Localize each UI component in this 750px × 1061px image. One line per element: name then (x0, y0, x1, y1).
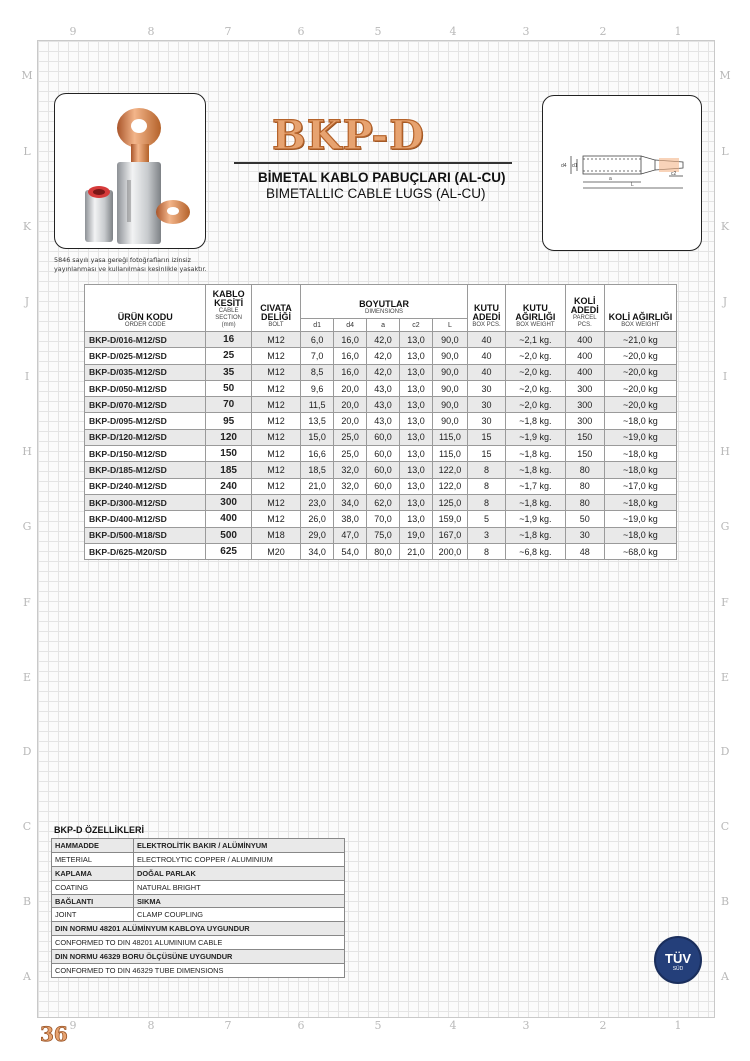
cell-dimension: 32,0 (334, 462, 367, 478)
cell-dimension: 26,0 (301, 511, 334, 527)
cell-dimension: 90,0 (432, 397, 467, 413)
ruler-mark: 3 (522, 25, 530, 38)
product-table (84, 284, 677, 560)
technical-drawing (542, 95, 702, 251)
ruler-mark: I (24, 370, 30, 383)
cable-lug-illustration (55, 94, 206, 249)
cell-dimension: 20,0 (334, 413, 367, 429)
cell-dimension: 115,0 (432, 446, 467, 462)
cell-dimension: 75,0 (367, 527, 400, 543)
cell-code: BKP-D/500-M18/SD (85, 527, 206, 543)
ruler-mark: 5 (374, 25, 382, 38)
cell-dimension: 19,0 (400, 527, 433, 543)
cell-dimension: 115,0 (432, 429, 467, 445)
cell-bolt: M20 (251, 543, 300, 559)
cell-dimension: 62,0 (367, 494, 400, 510)
ruler-mark: H (22, 445, 32, 458)
cell-parcel-qty: 80 (565, 494, 604, 510)
cell-box-qty: 30 (467, 413, 505, 429)
cell-dimension: 42,0 (367, 348, 400, 364)
table-row (85, 527, 677, 543)
ruler-mark: G (22, 520, 32, 533)
ruler-left (17, 40, 37, 1018)
table-row (85, 332, 677, 348)
feature-key: KAPLAMA (52, 866, 134, 880)
ruler-mark: M (719, 69, 731, 82)
ruler-mark: K (720, 220, 730, 233)
header-box-weight: KUTU AĞIRLIĞI BOX WEIGHT (506, 285, 566, 332)
ruler-mark: 1 (674, 1019, 682, 1032)
tuv-sub: SÜD (672, 966, 684, 972)
cell-box-qty: 40 (467, 364, 505, 380)
cell-parcel-weight: ~68,0 kg (604, 543, 676, 559)
table-row (85, 380, 677, 396)
feature-key: METERIAL (52, 852, 134, 866)
table-row (85, 478, 677, 494)
cell-dimension: 60,0 (367, 446, 400, 462)
cell-bolt: M12 (251, 413, 300, 429)
cell-parcel-qty: 400 (565, 364, 604, 380)
cell-code: BKP-D/070-M12/SD (85, 397, 206, 413)
cell-dimension: 167,0 (432, 527, 467, 543)
cell-dimension: 13,0 (400, 332, 433, 348)
cell-parcel-weight: ~21,0 kg (604, 332, 676, 348)
cell-parcel-weight: ~20,0 kg (604, 380, 676, 396)
ruler-mark: 7 (224, 1019, 232, 1032)
cell-parcel-weight: ~20,0 kg (604, 348, 676, 364)
cell-dimension: 13,0 (400, 364, 433, 380)
svg-text:L: L (631, 182, 634, 188)
feature-value: ELECTROLYTIC COPPER / ALUMINIUM (134, 852, 345, 866)
cell-bolt: M12 (251, 332, 300, 348)
cell-code: BKP-D/120-M12/SD (85, 429, 206, 445)
cell-dimension: 125,0 (432, 494, 467, 510)
features-title: BKP-D ÖZELLİKLERİ (54, 825, 144, 835)
table-row (85, 413, 677, 429)
cell-parcel-qty: 80 (565, 462, 604, 478)
cell-box-weight: ~1,7 kg. (506, 478, 566, 494)
cell-code: BKP-D/625-M20/SD (85, 543, 206, 559)
cell-dimension: 32,0 (334, 478, 367, 494)
cell-parcel-qty: 400 (565, 348, 604, 364)
cell-dimension: 13,0 (400, 446, 433, 462)
cell-parcel-qty: 30 (565, 527, 604, 543)
ruler-mark: E (720, 671, 730, 684)
ruler-mark: C (720, 820, 730, 833)
ruler-mark: 6 (297, 25, 305, 38)
ruler-mark: 2 (599, 25, 607, 38)
ruler-mark: 8 (147, 25, 155, 38)
cell-parcel-qty: 400 (565, 332, 604, 348)
ruler-mark: 2 (599, 1019, 607, 1032)
feature-value: NATURAL BRIGHT (134, 880, 345, 894)
cell-dimension: 16,0 (334, 364, 367, 380)
cell-dimension: 90,0 (432, 348, 467, 364)
header-parcel-qty: KOLİ ADEDİ PARCEL PCS. (565, 285, 604, 332)
cell-box-qty: 3 (467, 527, 505, 543)
cell-dimension: 60,0 (367, 478, 400, 494)
cell-box-qty: 30 (467, 380, 505, 396)
ruler-mark: A (721, 970, 729, 983)
cell-dimension: 90,0 (432, 332, 467, 348)
feature-row (52, 894, 345, 908)
cell-dimension: 9,6 (301, 380, 334, 396)
cell-section: 625 (206, 543, 251, 559)
cell-section: 240 (206, 478, 251, 494)
ruler-mark: 8 (147, 1019, 155, 1032)
feature-row (52, 908, 345, 922)
header-dim: c2 (400, 319, 433, 332)
cell-bolt: M12 (251, 494, 300, 510)
cell-code: BKP-D/185-M12/SD (85, 462, 206, 478)
title-turkish: BİMETAL KABLO PABUÇLARI (AL-CU) (258, 170, 506, 185)
cell-box-weight: ~2,0 kg. (506, 348, 566, 364)
cell-box-qty: 15 (467, 429, 505, 445)
ruler-mark: F (721, 596, 729, 609)
cell-box-qty: 8 (467, 462, 505, 478)
cell-bolt: M18 (251, 527, 300, 543)
ruler-mark: 1 (674, 25, 682, 38)
header-box-qty: KUTU ADEDİ BOX PCS. (467, 285, 505, 332)
feature-note: CONFORMED TO DIN 48201 ALUMINIUM CABLE (52, 936, 345, 950)
feature-note: DIN NORMU 46329 BORU ÖLÇÜSÜNE UYGUNDUR (52, 950, 345, 964)
table-row (85, 348, 677, 364)
cell-section: 120 (206, 429, 251, 445)
cell-dimension: 42,0 (367, 332, 400, 348)
cell-dimension: 13,0 (400, 462, 433, 478)
cell-box-weight: ~2,0 kg. (506, 364, 566, 380)
cell-section: 70 (206, 397, 251, 413)
cell-parcel-weight: ~20,0 kg (604, 397, 676, 413)
cell-box-weight: ~1,8 kg. (506, 462, 566, 478)
cell-dimension: 21,0 (400, 543, 433, 559)
cell-code: BKP-D/050-M12/SD (85, 380, 206, 396)
title-divider (234, 162, 512, 164)
header-dimensions: BOYUTLAR DIMENSIONS (301, 285, 468, 319)
cell-section: 16 (206, 332, 251, 348)
header-order-code: ÜRÜN KODU ORDER CODE (85, 285, 206, 332)
cell-parcel-qty: 150 (565, 429, 604, 445)
cell-box-weight: ~1,9 kg. (506, 429, 566, 445)
cell-parcel-qty: 48 (565, 543, 604, 559)
cell-box-weight: ~1,8 kg. (506, 446, 566, 462)
cell-dimension: 38,0 (334, 511, 367, 527)
cell-dimension: 13,0 (400, 348, 433, 364)
ruler-mark: C (22, 820, 32, 833)
cell-dimension: 43,0 (367, 413, 400, 429)
cell-bolt: M12 (251, 348, 300, 364)
cell-dimension: 90,0 (432, 413, 467, 429)
ruler-mark: I (722, 370, 728, 383)
header-bolt: CIVATA DELİĞİ BOLT (251, 285, 300, 332)
feature-row (52, 852, 345, 866)
cell-dimension: 11,5 (301, 397, 334, 413)
cell-dimension: 159,0 (432, 511, 467, 527)
ruler-mark: F (23, 596, 31, 609)
cell-parcel-weight: ~18,0 kg (604, 494, 676, 510)
cell-code: BKP-D/150-M12/SD (85, 446, 206, 462)
series-logo: BKP-D (272, 112, 425, 159)
tuv-certification-logo (654, 936, 702, 984)
cell-parcel-qty: 150 (565, 446, 604, 462)
cell-bolt: M12 (251, 397, 300, 413)
cell-parcel-weight: ~18,0 kg (604, 527, 676, 543)
cell-dimension: 23,0 (301, 494, 334, 510)
feature-row (52, 839, 345, 853)
table-row (85, 429, 677, 445)
ruler-mark: A (23, 970, 31, 983)
svg-text:c2: c2 (671, 171, 677, 177)
cell-dimension: 8,5 (301, 364, 334, 380)
product-table-body (85, 332, 677, 560)
cell-dimension: 13,0 (400, 413, 433, 429)
page-number: 36 (40, 1022, 68, 1046)
cell-dimension: 47,0 (334, 527, 367, 543)
cell-box-qty: 30 (467, 397, 505, 413)
cell-code: BKP-D/240-M12/SD (85, 478, 206, 494)
cell-section: 95 (206, 413, 251, 429)
cell-code: BKP-D/400-M12/SD (85, 511, 206, 527)
cell-dimension: 15,0 (301, 429, 334, 445)
header-dim: L (432, 319, 467, 332)
cell-code: BKP-D/025-M12/SD (85, 348, 206, 364)
cell-parcel-weight: ~18,0 kg (604, 462, 676, 478)
cell-parcel-weight: ~19,0 kg (604, 429, 676, 445)
feature-note: CONFORMED TO DIN 46329 TUBE DIMENSIONS (52, 964, 345, 978)
cell-box-qty: 40 (467, 332, 505, 348)
cell-bolt: M12 (251, 364, 300, 380)
table-row (85, 494, 677, 510)
cell-dimension: 29,0 (301, 527, 334, 543)
cell-parcel-qty: 300 (565, 397, 604, 413)
cell-dimension: 18,5 (301, 462, 334, 478)
cell-section: 400 (206, 511, 251, 527)
cell-code: BKP-D/300-M12/SD (85, 494, 206, 510)
cell-dimension: 60,0 (367, 429, 400, 445)
cell-parcel-qty: 300 (565, 413, 604, 429)
svg-text:d4: d4 (561, 163, 567, 169)
features-table-body (52, 839, 345, 978)
table-row (85, 364, 677, 380)
cell-dimension: 13,0 (400, 511, 433, 527)
ruler-top (37, 24, 715, 40)
cell-box-weight: ~2,0 kg. (506, 380, 566, 396)
cell-bolt: M12 (251, 446, 300, 462)
cell-code: BKP-D/095-M12/SD (85, 413, 206, 429)
cell-parcel-qty: 50 (565, 511, 604, 527)
cell-section: 25 (206, 348, 251, 364)
ruler-mark: J (722, 295, 728, 308)
cell-parcel-weight: ~20,0 kg (604, 364, 676, 380)
ruler-mark: J (24, 295, 30, 308)
cell-dimension: 21,0 (301, 478, 334, 494)
cell-box-weight: ~1,8 kg. (506, 527, 566, 543)
feature-value: ELEKTROLİTİK BAKIR / ALÜMİNYUM (134, 839, 345, 853)
svg-text:a: a (609, 176, 612, 182)
cell-parcel-weight: ~19,0 kg (604, 511, 676, 527)
cell-box-weight: ~1,8 kg. (506, 413, 566, 429)
ruler-mark: M (21, 69, 33, 82)
cell-dimension: 13,0 (400, 494, 433, 510)
header-dim: d1 (301, 319, 334, 332)
cell-box-qty: 8 (467, 543, 505, 559)
ruler-mark: 4 (449, 1019, 457, 1032)
cell-dimension: 13,0 (400, 380, 433, 396)
table-row (85, 462, 677, 478)
ruler-mark: 9 (69, 25, 77, 38)
dimension-drawing (543, 96, 703, 252)
cell-code: BKP-D/016-M12/SD (85, 332, 206, 348)
cell-dimension: 25,0 (334, 429, 367, 445)
cell-dimension: 122,0 (432, 462, 467, 478)
table-row (85, 397, 677, 413)
feature-value: SIKMA (134, 894, 345, 908)
cell-bolt: M12 (251, 380, 300, 396)
cell-dimension: 16,0 (334, 332, 367, 348)
tuv-mark: TÜV (665, 951, 691, 966)
ruler-mark: B (720, 895, 730, 908)
cell-dimension: 13,0 (400, 429, 433, 445)
header-dim: d4 (334, 319, 367, 332)
cell-box-weight: ~1,9 kg. (506, 511, 566, 527)
ruler-mark: E (22, 671, 32, 684)
header-dim: a (367, 319, 400, 332)
cell-dimension: 7,0 (301, 348, 334, 364)
ruler-mark: 6 (297, 1019, 305, 1032)
feature-key: COATING (52, 880, 134, 894)
cell-box-qty: 40 (467, 348, 505, 364)
cell-dimension: 16,6 (301, 446, 334, 462)
cell-dimension: 13,0 (400, 478, 433, 494)
feature-row (52, 936, 345, 950)
cell-dimension: 90,0 (432, 364, 467, 380)
ruler-mark: K (22, 220, 32, 233)
cell-parcel-weight: ~18,0 kg (604, 446, 676, 462)
table-row (85, 446, 677, 462)
cell-bolt: M12 (251, 429, 300, 445)
cell-dimension: 34,0 (334, 494, 367, 510)
cell-box-weight: ~2,0 kg. (506, 397, 566, 413)
cell-bolt: M12 (251, 462, 300, 478)
cell-bolt: M12 (251, 511, 300, 527)
cell-dimension: 54,0 (334, 543, 367, 559)
table-row (85, 511, 677, 527)
cell-bolt: M12 (251, 478, 300, 494)
ruler-bottom (37, 1018, 715, 1034)
cell-dimension: 80,0 (367, 543, 400, 559)
cell-section: 185 (206, 462, 251, 478)
cell-box-weight: ~2,1 kg. (506, 332, 566, 348)
table-row (85, 543, 677, 559)
cell-dimension: 60,0 (367, 462, 400, 478)
cell-box-qty: 8 (467, 478, 505, 494)
feature-note: DIN NORMU 48201 ALÜMİNYUM KABLOYA UYGUNDUR (52, 922, 345, 936)
cell-dimension: 20,0 (334, 397, 367, 413)
ruler-right (715, 40, 735, 1018)
cell-section: 300 (206, 494, 251, 510)
cell-dimension: 122,0 (432, 478, 467, 494)
feature-row (52, 866, 345, 880)
cell-dimension: 13,5 (301, 413, 334, 429)
cell-parcel-weight: ~18,0 kg (604, 413, 676, 429)
feature-row (52, 922, 345, 936)
feature-row (52, 950, 345, 964)
feature-key: BAĞLANTI (52, 894, 134, 908)
ruler-mark: 5 (374, 1019, 382, 1032)
cell-dimension: 70,0 (367, 511, 400, 527)
title-english: BIMETALLIC CABLE LUGS (AL-CU) (266, 186, 486, 201)
cell-dimension: 20,0 (334, 380, 367, 396)
header-parcel-weight: KOLİ AĞIRLIĞI BOX WEIGHT (604, 285, 676, 332)
cell-section: 500 (206, 527, 251, 543)
cell-section: 150 (206, 446, 251, 462)
cell-section: 50 (206, 380, 251, 396)
cell-dimension: 25,0 (334, 446, 367, 462)
copyright-note: 5846 sayılı yasa gereği fotoğrafların izinsiz yayınlanması ve kullanılması kesinlikle yasaktır. (54, 256, 207, 273)
features-table (51, 838, 345, 978)
ruler-mark: H (720, 445, 730, 458)
cell-dimension: 200,0 (432, 543, 467, 559)
cell-box-qty: 15 (467, 446, 505, 462)
ruler-mark: D (720, 745, 730, 758)
svg-text:d1: d1 (572, 163, 578, 169)
ruler-mark: L (23, 145, 31, 158)
cell-dimension: 13,0 (400, 397, 433, 413)
product-photo (54, 93, 206, 249)
feature-value: CLAMP COUPLING (134, 908, 345, 922)
cell-box-weight: ~1,8 kg. (506, 494, 566, 510)
feature-value: DOĞAL PARLAK (134, 866, 345, 880)
cell-dimension: 43,0 (367, 380, 400, 396)
feature-key: HAMMADDE (52, 839, 134, 853)
cell-box-qty: 5 (467, 511, 505, 527)
cell-parcel-weight: ~17,0 kg (604, 478, 676, 494)
cell-box-weight: ~6,8 kg. (506, 543, 566, 559)
header-cable-section: KABLO KESİTİ CABLE SECTION (mm) (206, 285, 251, 332)
ruler-mark: L (721, 145, 729, 158)
cell-dimension: 42,0 (367, 364, 400, 380)
cell-parcel-qty: 300 (565, 380, 604, 396)
cell-box-qty: 8 (467, 494, 505, 510)
cell-parcel-qty: 80 (565, 478, 604, 494)
feature-row (52, 964, 345, 978)
cell-dimension: 43,0 (367, 397, 400, 413)
ruler-mark: 9 (69, 1019, 77, 1032)
ruler-mark: 3 (522, 1019, 530, 1032)
cell-dimension: 34,0 (301, 543, 334, 559)
feature-key: JOINT (52, 908, 134, 922)
ruler-mark: 7 (224, 25, 232, 38)
cell-section: 35 (206, 364, 251, 380)
ruler-mark: B (22, 895, 32, 908)
cell-dimension: 6,0 (301, 332, 334, 348)
ruler-mark: 4 (449, 25, 457, 38)
cell-dimension: 90,0 (432, 380, 467, 396)
ruler-mark: G (720, 520, 730, 533)
cell-dimension: 16,0 (334, 348, 367, 364)
cell-code: BKP-D/035-M12/SD (85, 364, 206, 380)
ruler-mark: D (22, 745, 32, 758)
feature-row (52, 880, 345, 894)
